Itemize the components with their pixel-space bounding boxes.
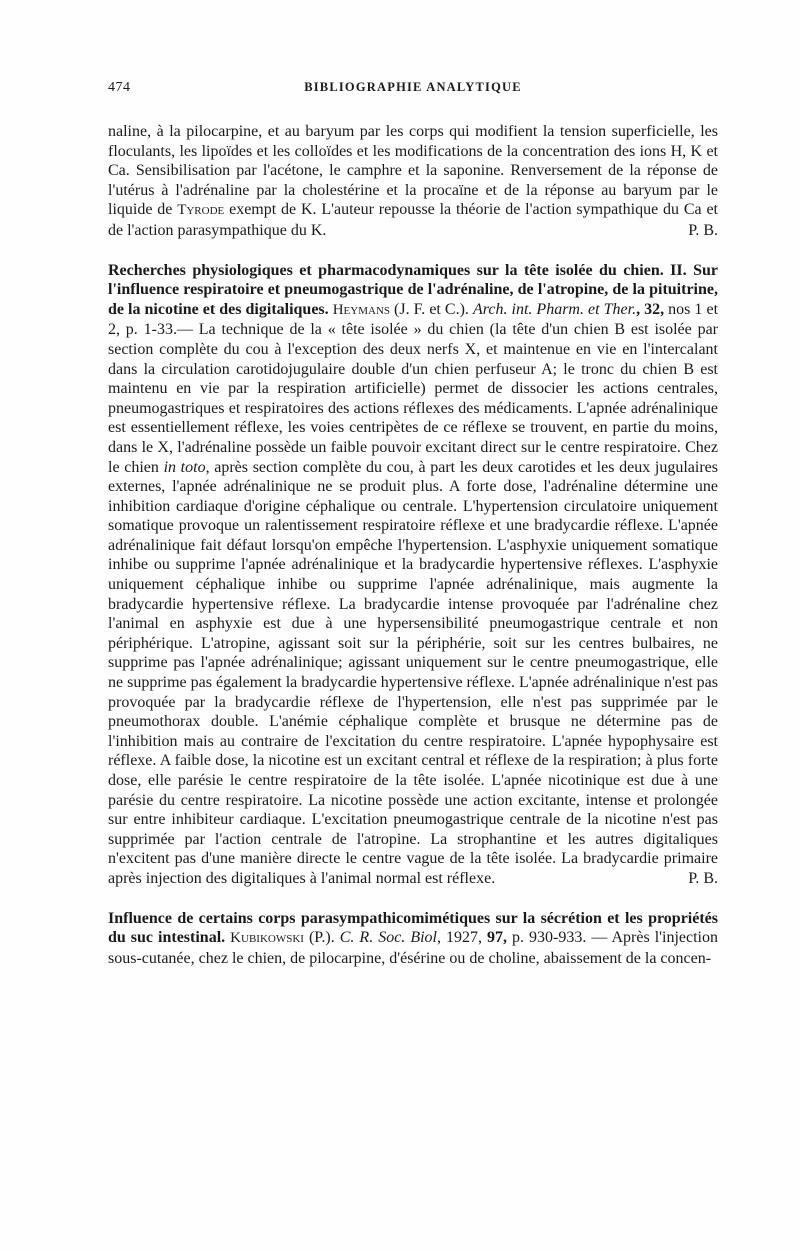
- abstract-text: p. 930-933. — Après l'injection sous-cutanée, chez le chien, de pilocarpine, d'ésérine ou de choline, abaissement de la concen-: [108, 929, 719, 967]
- abstract-author-initials: (J. F. et C.).: [390, 300, 473, 318]
- abstract-reference: , 1927,: [436, 929, 487, 947]
- abstract-author: Kubikowski: [230, 930, 304, 947]
- running-head: BIBLIOGRAPHIE ANALYTIQUE: [304, 80, 522, 94]
- abstract-text: La technique de la « tête isolée » du chien (la tête d'un chien B est isolée par section complète du cou à l'exception des deux nerfs X, et maintenue en vie en l'intercalant dans la circulation carotidojugulaire double d'un chien perfuseur A; le tronc du chien B est maintenu en vie par la respiration artificielle) permet de dissocier les actions centrales, pneumogastriques et respiratoires des actions réflexes des médicaments. L'apnée adrénalinique est essentiellement réflexe, les voies centripètes de ce réflexe se trouvent, en partie du moins, dans le X, l'adrénaline possède un faible pouvoir excitant direct sur le centre respiratoire. Chez le chien: [108, 321, 719, 476]
- abstract-reference: nos 1 et 2, p. 1-33.—: [108, 300, 719, 339]
- page-header: [108, 80, 718, 102]
- spacer: [108, 241, 718, 261]
- abstract-signature: P. B.: [688, 869, 718, 887]
- abstract-entry: [108, 909, 718, 969]
- abstract-text: exempt de K. L'auteur repousse la théorie de l'action sympathique du Ca et de l'action parasympathique du K.: [108, 201, 718, 239]
- abstract-volume: 97,: [487, 929, 507, 947]
- abstract-text: , après section complète du cou, à part les deux carotides et les deux jugulaires externes, l'apnée adrénalinique ne se produit plus. A forte dose, l'adrénaline détermine une inhibition cardiaque d'origine céphalique ou centrale. L'hypertension circulatoire uniquement somatique provoque un ralentissement respiratoire réflexe et une bradycardie réflexe. L'apnée adrénalinique fait défaut lorsqu'on empêche l'hypertension. L'asphyxie uniquement somatique inhibe ou supprime l'apnée adrénalinique et la bradycardie hypertensive réflexes. L'asphyxie uniquement céphalique inhibe ou supprime l'apnée adrénalinique, mais augmente la bradycardie hypertensive réflexe. La bradycardie intense provoquée par l'adrénaline chez l'animal en asphyxie est due à une hypersensibilité pneumogastrique centrale et non périphérique. L'atropine, agissant soit sur la périphérie, soit sur les centres bulbaires, ne supprime pas l'apnée adrénalinique; agissant uniquement sur le centre pneumogastrique, elle ne supprime pas également la bradycardie hypertensive réflexe. L'apnée adrénalinique n'est pas provoquée par la bradycardie réflexe de l'hypertension, elle n'est pas supprimée par le pneumothorax double. L'anémie céphalique complète et brusque ne détermine pas de l'inhibition mais au contraire de l'excitation du centre respiratoire. L'apnée hypophysaire est réflexe. A faible dose, la nicotine est un excitant central et réflexe de la respiration; à plus forte dose, elle parésie le centre respiratoire de la tête isolée. L'apnée nicotinique est due à une parésie du centre respiratoire. La nicotine possède une action excitante, intense et prolongée sur entre inhibiteur cardiaque. L'excitation pneumogastrique centrale de la nicotine n'est pas supprimée par l'action centrale de l'atropine. La strophantine et les autres digitaliques n'excitent pas d'une manière directe le centre vague de la tête isolée. La bradycardie primaire après injection des digitaliques à l'animal normal est réflexe.: [108, 458, 718, 887]
- abstract-journal: Arch. int. Pharm. et Ther.: [472, 300, 637, 318]
- abstract-journal: C. R. Soc. Biol: [339, 929, 437, 947]
- page-number: 474: [108, 80, 131, 95]
- abstract-term: in toto: [163, 458, 206, 476]
- abstract-author: Heymans: [332, 301, 391, 318]
- abstract-author-initials: (P.).: [303, 929, 340, 947]
- abstract-continued: [108, 122, 718, 241]
- page-body: [108, 122, 718, 968]
- abstract-volume: , 32,: [636, 300, 665, 318]
- abstract-title: Recherches physiologiques et pharmacodynamiques sur la tête isolée du chien. II. Sur l'influence respiratoire et pneumogastrique de l'adrénaline, de l'atropine, de la pituitrine, de la nicotine et des digitaliques.: [108, 261, 718, 318]
- abstract-entry: [108, 261, 718, 889]
- abstract-term: Tyrode: [177, 202, 225, 219]
- abstract-signature: P. B.: [688, 221, 718, 239]
- abstract-text: naline, à la pilocarpine, et au baryum par les corps qui modifient la tension superficielle, les floculants, les lipoïdes et les colloïdes et les modifications de la concentration des ions H, K et Ca. Sensibilisation par l'acétone, le camphre et la saponine. Renversement de la réponse de l'utérus à l'adrénaline par la cholestérine et la procaïne et de la réponse au baryum par le liquide de: [108, 123, 718, 219]
- spacer: [108, 889, 718, 909]
- abstract-title: Influence de certains corps parasympathicomimétiques sur la sécrétion et les propriétés du suc intestinal.: [108, 909, 718, 947]
